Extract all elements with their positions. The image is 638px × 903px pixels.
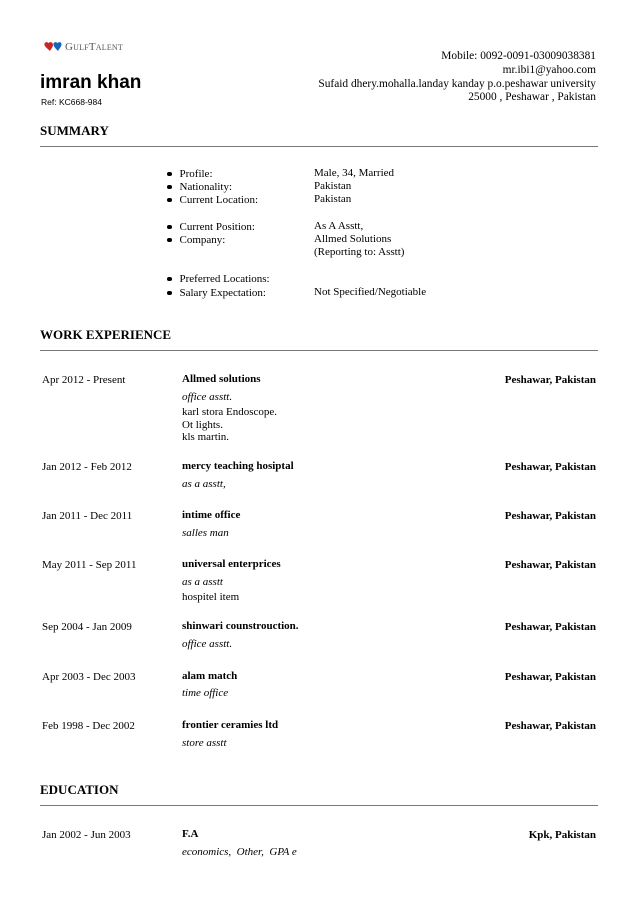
job-date: Feb 1998 - Dec 2002	[42, 720, 135, 732]
job-role: office asstt.	[182, 638, 233, 650]
work-experience-title: WORK EXPERIENCE	[40, 327, 172, 342]
summary-row-profile: Profile:	[167, 167, 315, 180]
contact-city: 25000 , Peshawar , Pakistan	[468, 91, 596, 104]
logo-heart-icon	[44, 41, 62, 53]
summary-row-salary: Salary Expectation:	[167, 286, 315, 299]
contact-block	[318, 50, 596, 105]
job-role: office asstt.	[182, 391, 233, 403]
summary-value-current-position: As A Asstt,	[314, 220, 364, 232]
job-role: store asstt	[182, 737, 227, 749]
summary-title: SUMMARY	[40, 123, 109, 138]
education-degree: F.A	[182, 828, 199, 840]
education-divider	[40, 805, 598, 806]
job-company: mercy teaching hosiptal	[182, 460, 294, 472]
job-date: Apr 2003 - Dec 2003	[42, 671, 136, 683]
job-company: alam match	[182, 670, 238, 682]
bullet-icon	[167, 185, 172, 190]
job-description	[182, 406, 277, 444]
job-location: Peshawar, Pakistan	[504, 621, 596, 633]
job-location: Peshawar, Pakistan	[504, 510, 596, 522]
bullet-icon	[167, 198, 172, 203]
contact-address: Sufaid dhery.mohalla.landay kanday p.o.peshawar university	[318, 77, 596, 90]
bullet-icon	[167, 172, 172, 177]
job-date: May 2011 - Sep 2011	[42, 559, 137, 571]
bullet-icon	[167, 291, 172, 296]
job-role: salles man	[182, 527, 229, 539]
job-company: frontier ceramies ltd	[182, 719, 279, 731]
summary-row-current-location: Current Location:	[167, 193, 315, 206]
summary-divider	[40, 146, 598, 147]
job-company: intime office	[182, 509, 241, 521]
job-role: time office	[182, 687, 229, 699]
education-date: Jan 2002 - Jun 2003	[42, 829, 131, 841]
candidate-name: imran khan	[40, 72, 142, 93]
summary-value-company: Allmed Solutions	[314, 233, 392, 245]
logo-text: GulfTalent	[65, 41, 123, 53]
job-description-line: kls martin.	[182, 431, 230, 443]
summary-value-reporting: (Reporting to: Asstt)	[314, 246, 405, 258]
job-location: Peshawar, Pakistan	[504, 374, 596, 386]
job-location: Peshawar, Pakistan	[504, 720, 596, 732]
job-company: shinwari counstrouction.	[182, 620, 299, 632]
bullet-icon	[167, 277, 172, 282]
bullet-icon	[167, 225, 172, 230]
summary-row-preferred-locations: Preferred Locations:	[167, 272, 315, 285]
summary-value-current-location: Pakistan	[314, 193, 352, 205]
summary-value-profile: Male, 34, Married	[314, 167, 395, 179]
job-description	[182, 591, 239, 604]
bullet-icon	[167, 238, 172, 243]
work-divider	[40, 350, 598, 351]
job-date: Jan 2012 - Feb 2012	[42, 461, 132, 473]
job-date: Jan 2011 - Dec 2011	[42, 510, 133, 522]
job-description-line: Ot lights.	[182, 418, 223, 431]
job-company: universal enterprices	[182, 558, 281, 570]
education-title: EDUCATION	[40, 782, 119, 797]
job-location: Peshawar, Pakistan	[504, 559, 596, 571]
reference-id: Ref: KC668-984	[41, 97, 102, 107]
job-role: as a asstt,	[182, 478, 226, 490]
job-role: as a asstt	[182, 576, 223, 588]
contact-email: mr.ibi1@yahoo.com	[502, 63, 596, 76]
job-date: Apr 2012 - Present	[42, 374, 126, 386]
job-date: Sep 2004 - Jan 2009	[42, 621, 132, 633]
job-description-line: karl stora Endoscope.	[182, 406, 277, 418]
job-description-line: hospitel item	[182, 591, 240, 603]
job-company: Allmed solutions	[182, 373, 261, 385]
summary-row-nationality: Nationality:	[167, 180, 315, 193]
gulftalent-logo	[44, 40, 123, 54]
summary-row-current-position: Current Position:	[167, 220, 315, 233]
summary-value-salary: Not Specified/Negotiable	[314, 286, 427, 298]
summary-row-company: Company:	[167, 233, 315, 246]
education-detail: economics, Other, GPA e	[182, 846, 297, 858]
job-location: Peshawar, Pakistan	[504, 671, 596, 683]
contact-mobile: Mobile: 0092-0091-03009038381	[441, 50, 596, 62]
job-location: Peshawar, Pakistan	[504, 461, 596, 473]
summary-value-nationality: Pakistan	[314, 180, 352, 192]
education-location: Kpk, Pakistan	[528, 829, 596, 841]
